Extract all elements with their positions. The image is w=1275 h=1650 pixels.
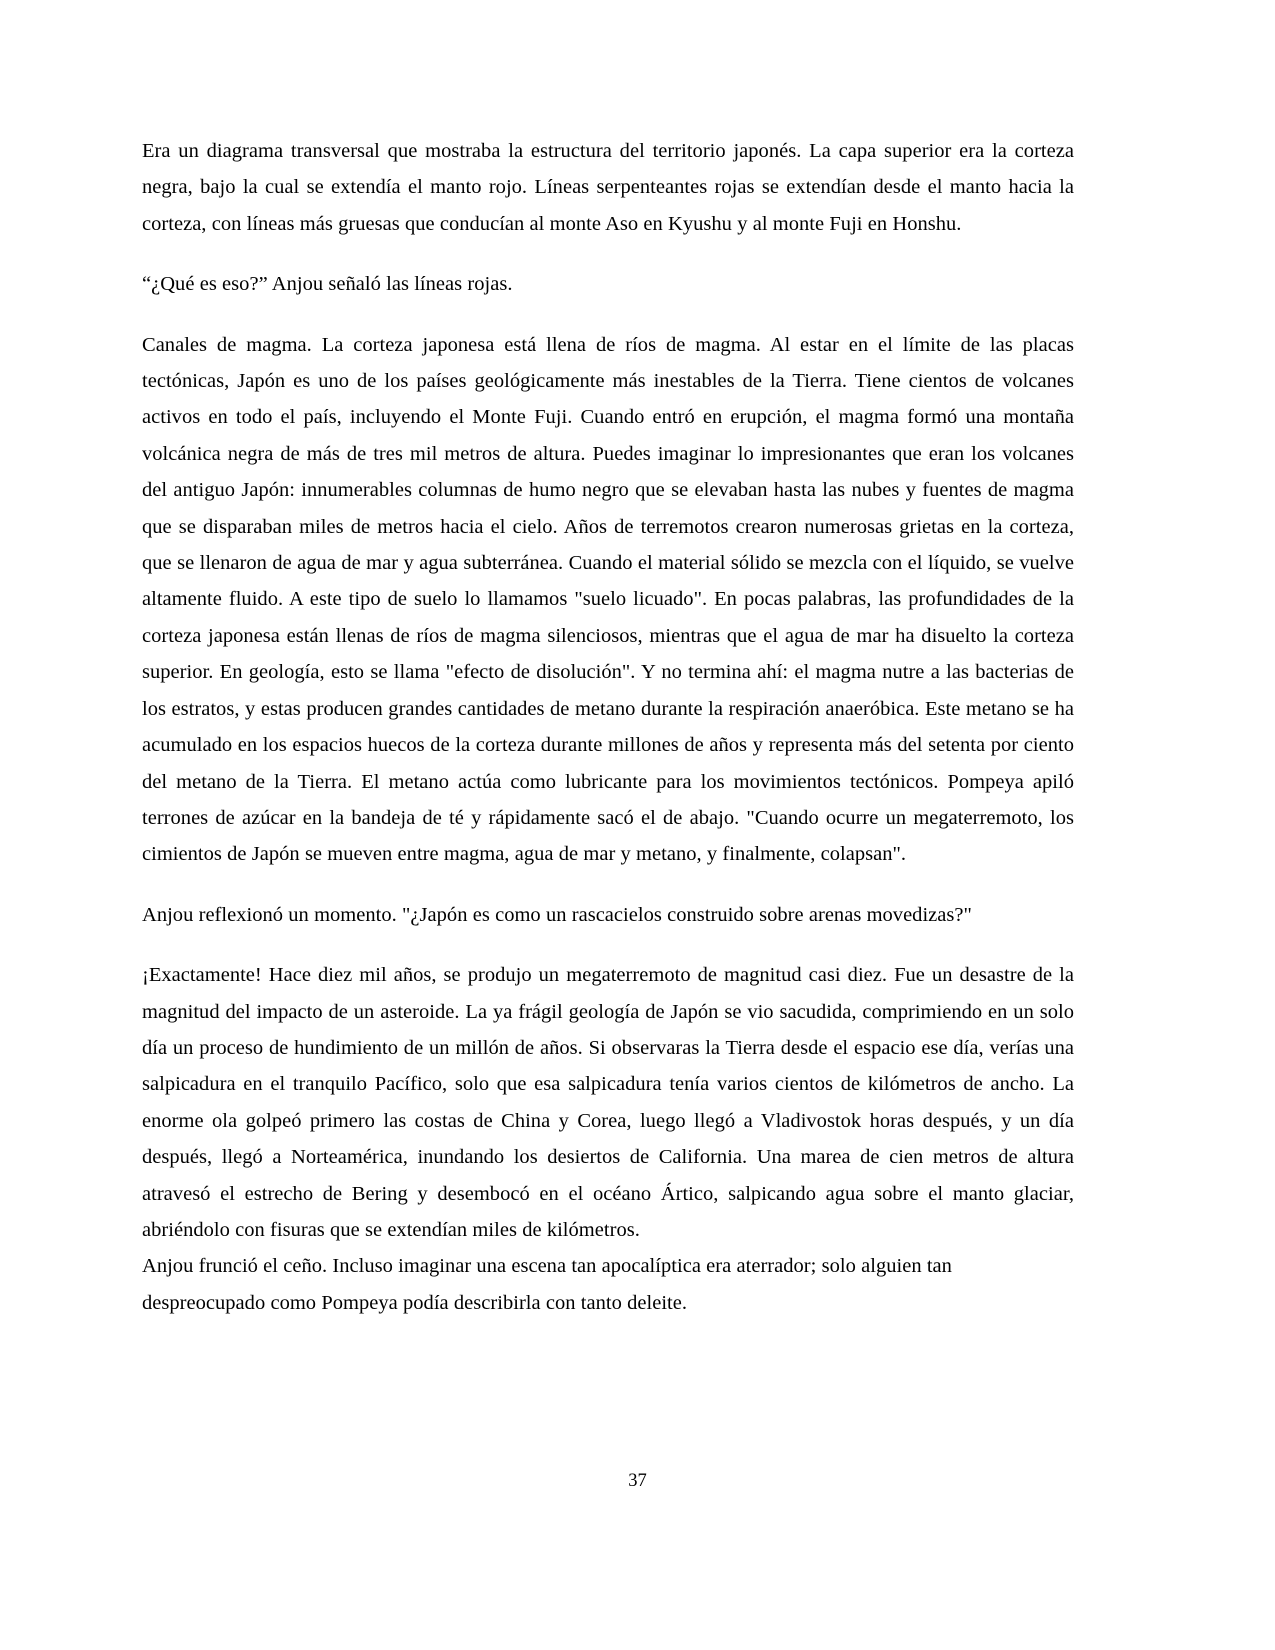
- paragraph-1: Era un diagrama transversal que mostraba la estructura del territorio japonés. La capa superior era la corteza negra, bajo la cual se extendía el manto rojo. Líneas serpenteantes rojas se extendían desde el manto hacia la corteza, con líneas más gruesas que conducían al monte Aso en Kyushu y al monte Fuji en Honshu.: [142, 140, 1074, 235]
- paragraph-5: ¡Exactamente! Hace diez mil años, se produjo un megaterremoto de magnitud casi diez. Fue un desastre de la magnitud del impacto de un asteroide. La ya frágil geología de Japón se vio sacudida, comprimiendo en un solo día un proceso de hundimiento de un millón de años. Si observaras la Tierra desde el espacio ese día, verías una salpicadura en el tranquilo Pacífico, solo que esa salpicadura tenía varios cientos de kilómetros de ancho. La enorme ola golpeó primero las costas de China y Corea, luego llegó a Vladivostok horas después, y un día después, llegó a Norteamérica, inundando los desiertos de California. Una marea de cien metros de altura atravesó el estrecho de Bering y desembocó en el océano Ártico, salpicando agua sobre el manto glaciar, abriéndolo con fisuras que se extendían miles de kilómetros.: [142, 964, 1074, 1241]
- page-body-text: [142, 133, 1074, 1321]
- page-number: 37: [628, 1471, 647, 1491]
- paragraph-4: Anjou reflexionó un momento. "¿Japón es como un rascacielos construido sobre arenas movedizas?": [142, 903, 972, 926]
- paragraph-2: “¿Qué es eso?” Anjou señaló las líneas rojas.: [142, 273, 513, 296]
- paragraph-3: Canales de magma. La corteza japonesa está llena de ríos de magma. Al estar en el límite de las placas tectónicas, Japón es uno de los países geológicamente más inestables de la Tierra. Tiene cientos de volcanes activos en todo el país, incluyendo el Monte Fuji. Cuando entró en erupción, el magma formó una montaña volcánica negra de más de tres mil metros de altura. Puedes imaginar lo impresionantes que eran los volcanes del antiguo Japón: innumerables columnas de humo negro que se elevaban hasta las nubes y fuentes de magma que se disparaban miles de metros hacia el cielo. Años de terremotos crearon numerosas grietas en la corteza, que se llenaron de agua de mar y agua subterránea. Cuando el material sólido se mezcla con el líquido, se vuelve altamente fluido. A este tipo de suelo lo llamamos "suelo licuado". En pocas palabras, las profundidades de la corteza japonesa están llenas de ríos de magma silenciosos, mientras que el agua de mar ha disuelto la corteza superior. En geología, esto se llama "efecto de disolución". Y no termina ahí: el magma nutre a las bacterias de los estratos, y estas producen grandes cantidades de metano durante la respiración anaeróbica. Este metano se ha acumulado en los espacios huecos de la corteza durante millones de años y representa más del setenta por ciento del metano de la Tierra. El metano actúa como lubricante para los movimientos tectónicos. Pompeya apiló terrones de azúcar en la bandeja de té y rápidamente sacó el de abajo. "Cuando ocurre un megaterremoto, los cimientos de Japón se mueven entre magma, agua de mar y metano, y finalmente, colapsan".: [142, 333, 1074, 866]
- paragraph-6: Anjou frunció el ceño. Incluso imaginar una escena tan apocalíptica era aterrador; solo alguien tan despreocupado como Pompeya podía describirla con tanto deleite.: [142, 1255, 952, 1314]
